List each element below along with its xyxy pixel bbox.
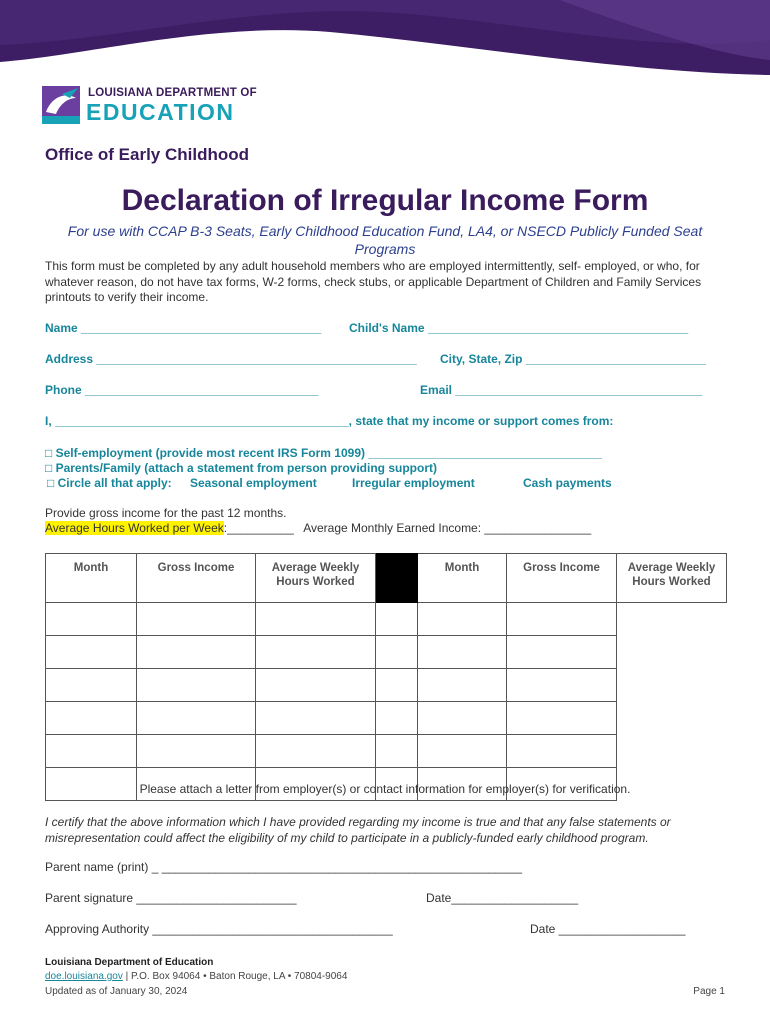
table-cell[interactable] <box>418 603 507 636</box>
average-row <box>45 521 591 535</box>
footer-updated: Updated as of January 30, 2024 <box>45 986 188 997</box>
table-cell[interactable] <box>137 702 256 735</box>
intro-paragraph: This form must be completed by any adult household members who are employed intermittently, self- employed, or who, for whatever reason, do not have tax forms, W-2 forms, check stubs, or applicable Department of Children and Family Services printouts to verify their income. <box>45 259 702 304</box>
income-statement-field[interactable]: I, ____________________________________________, state that my income or support comes from: <box>45 414 614 428</box>
certification-statement: I certify that the above information which I have provided regarding my income is true and that any false statements or misrepresentation could affect the eligibility of my child to participate in a publicly-funded early childhood program. <box>45 815 671 845</box>
table-row <box>46 735 727 768</box>
option-cash-payments[interactable]: Cash payments <box>523 476 612 490</box>
table-cell[interactable] <box>376 603 418 636</box>
table-cell[interactable] <box>46 636 137 669</box>
header-month-right: Month <box>418 554 507 603</box>
page-number: Page 1 <box>693 986 725 997</box>
header-month-left: Month <box>46 554 137 603</box>
approving-date-field[interactable]: Date ___________________ <box>530 922 686 936</box>
option-seasonal-employment[interactable]: Seasonal employment <box>190 476 317 490</box>
average-hours-label: Average Hours Worked per Week <box>45 521 224 535</box>
table-cell[interactable] <box>256 636 376 669</box>
self-employment-checkbox[interactable]: □ Self-employment (provide most recent IRS Form 1099) ___________________________________ <box>45 446 602 460</box>
gross-income-instruction: Provide gross income for the past 12 months. <box>45 506 287 520</box>
table-cell[interactable] <box>46 735 137 768</box>
table-cell[interactable] <box>137 636 256 669</box>
email-field[interactable]: Email _____________________________________ <box>420 383 703 397</box>
table-row <box>46 603 727 636</box>
footer-link[interactable]: doe.louisiana.gov <box>45 971 123 982</box>
table-cell[interactable] <box>137 735 256 768</box>
table-row <box>46 669 727 702</box>
table-cell[interactable] <box>418 669 507 702</box>
table-cell[interactable] <box>376 702 418 735</box>
lde-logo <box>40 80 270 130</box>
table-cell[interactable] <box>46 702 137 735</box>
average-hours-blank[interactable]: :__________ <box>223 521 294 535</box>
pelican-logo-icon <box>40 82 82 126</box>
table-cell[interactable] <box>418 702 507 735</box>
table-cell[interactable] <box>256 669 376 702</box>
name-field[interactable]: Name ____________________________________ <box>45 321 322 335</box>
circle-all-row <box>47 476 647 492</box>
table-cell[interactable] <box>507 735 617 768</box>
circle-all-checkbox[interactable]: □ Circle all that apply: <box>47 476 172 490</box>
income-table <box>45 553 727 801</box>
table-cell[interactable] <box>137 669 256 702</box>
city-state-zip-field[interactable]: City, State, Zip ___________________________ <box>440 352 706 366</box>
parent-name-field[interactable]: Parent name (print) _ ______________________________________________________ <box>45 860 523 874</box>
table-cell[interactable] <box>256 702 376 735</box>
footer-address <box>45 971 347 982</box>
phone-field[interactable]: Phone ___________________________________ <box>45 383 319 397</box>
header-gross-income-left: Gross Income <box>137 554 256 603</box>
approving-authority-field[interactable]: Approving Authority ____________________________________ <box>45 922 393 936</box>
table-cell[interactable] <box>46 603 137 636</box>
logo-main-text: EDUCATION <box>86 99 235 125</box>
table-cell[interactable] <box>418 735 507 768</box>
footer-address-text: | P.O. Box 94064 • Baton Rouge, LA • 70804-9064 <box>122 971 348 982</box>
table-divider <box>376 554 418 603</box>
page-title: Declaration of Irregular Income Form <box>121 184 649 217</box>
table-cell[interactable] <box>507 603 617 636</box>
header-average-hours-right: Average Weekly Hours Worked <box>617 554 727 603</box>
table-cell[interactable] <box>376 735 418 768</box>
footer-org: Louisiana Department of Education <box>45 957 214 968</box>
table-cell[interactable] <box>256 735 376 768</box>
table-cell[interactable] <box>507 702 617 735</box>
table-row <box>46 702 727 735</box>
table-cell[interactable] <box>376 669 418 702</box>
address-field[interactable]: Address ________________________________________________ <box>45 352 417 366</box>
option-irregular-employment[interactable]: Irregular employment <box>352 476 475 490</box>
header-average-hours-left: Average Weekly Hours Worked <box>256 554 376 603</box>
table-cell[interactable] <box>46 669 137 702</box>
parent-date-field[interactable]: Date___________________ <box>426 891 579 905</box>
attach-note: Please attach a letter from employer(s) or contact information for employer(s) for verification. <box>139 782 631 796</box>
parent-signature-field[interactable]: Parent signature ________________________ <box>45 891 297 905</box>
logo-top-text: LOUISIANA DEPARTMENT OF <box>88 87 257 99</box>
child-name-field[interactable]: Child's Name _______________________________________ <box>349 321 689 335</box>
table-cell[interactable] <box>256 603 376 636</box>
average-monthly-income-field[interactable]: Average Monthly Earned Income: ________________ <box>303 521 592 535</box>
header-gross-income-right: Gross Income <box>507 554 617 603</box>
table-row <box>46 636 727 669</box>
table-cell[interactable] <box>507 636 617 669</box>
table-cell[interactable] <box>507 669 617 702</box>
table-cell[interactable] <box>137 603 256 636</box>
parents-family-checkbox[interactable]: □ Parents/Family (attach a statement from person providing support) <box>45 461 437 475</box>
office-heading: Office of Early Childhood <box>45 145 250 164</box>
table-cell[interactable] <box>376 636 418 669</box>
subtitle: For use with CCAP B-3 Seats, Early Childhood Education Fund, LA4, or NSECD Publicly Funded Seat Programs <box>67 223 703 257</box>
table-cell[interactable] <box>418 636 507 669</box>
